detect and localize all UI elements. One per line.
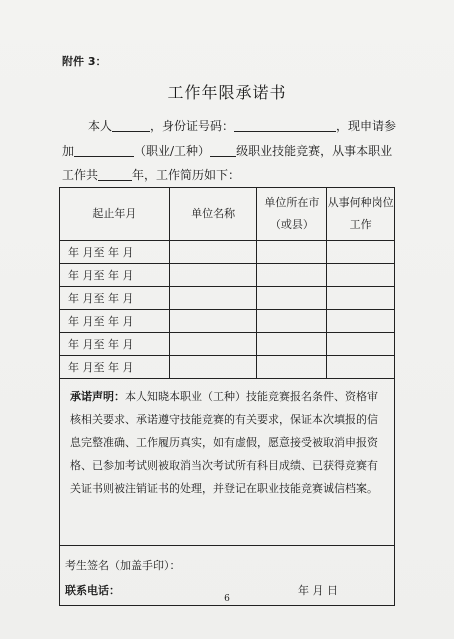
declaration-cell bbox=[60, 379, 395, 546]
table-row bbox=[60, 241, 395, 264]
table-row bbox=[60, 264, 395, 287]
table-row bbox=[60, 333, 395, 356]
table-row bbox=[60, 310, 395, 333]
unit-city-cell[interactable] bbox=[257, 356, 327, 379]
date-cell: 年 月至 年 月 bbox=[60, 333, 170, 356]
attachment-label: 附件 3： bbox=[62, 55, 107, 68]
document-title: 工作年限承诺书 bbox=[167, 83, 287, 102]
date-line: 年 月 日 bbox=[298, 584, 338, 597]
date-cell: 年 月至 年 月 bbox=[60, 264, 170, 287]
unit-name-cell[interactable] bbox=[169, 310, 257, 333]
date-cell: 年 月至 年 月 bbox=[60, 241, 170, 264]
date-cell: 年 月至 年 月 bbox=[60, 287, 170, 310]
unit-city-cell[interactable] bbox=[257, 310, 327, 333]
header-position: 从事何种岗位工作 bbox=[327, 188, 395, 241]
position-cell[interactable] bbox=[327, 287, 395, 310]
paragraph-line-2: 加 （职业/工种） 级职业技能竞赛，从事本职业 bbox=[62, 144, 393, 158]
id-number-blank[interactable] bbox=[234, 117, 336, 132]
level-blank[interactable] bbox=[210, 142, 236, 157]
years-blank[interactable] bbox=[98, 166, 132, 181]
unit-name-cell[interactable] bbox=[169, 333, 257, 356]
unit-city-cell[interactable] bbox=[257, 333, 327, 356]
unit-name-cell[interactable] bbox=[169, 264, 257, 287]
unit-name-cell[interactable] bbox=[169, 356, 257, 379]
unit-city-cell[interactable] bbox=[257, 264, 327, 287]
declaration-row bbox=[60, 379, 395, 546]
position-cell[interactable] bbox=[327, 264, 395, 287]
phone-label: 联系电话： bbox=[65, 584, 120, 597]
unit-name-cell[interactable] bbox=[169, 241, 257, 264]
signature-label: 考生签名（加盖手印）： bbox=[65, 559, 181, 572]
date-cell: 年 月至 年 月 bbox=[60, 310, 170, 333]
header-start-end-date: 起止年月 bbox=[60, 188, 170, 241]
paragraph-line-1: 本人 ，身份证号码： ，现申请参 bbox=[88, 119, 397, 133]
name-blank[interactable] bbox=[112, 117, 150, 132]
paragraph-line-3: 工作共 年，工作简历如下： bbox=[62, 168, 241, 182]
work-history-table bbox=[59, 187, 395, 606]
header-unit-city: 单位所在市（或县） bbox=[257, 188, 327, 241]
table-row bbox=[60, 356, 395, 379]
position-cell[interactable] bbox=[327, 241, 395, 264]
declaration-text: 本人知晓本职业（工种）技能竞赛报名条件、资格审核相关要求、承诺遵守技能竞赛的有关要求，保证本次填报的信息完整准确、工作履历真实，如有虚假，愿意接受被取消申报资格、已参加考试则被取消当次考试所有科目成绩、已获得竞赛有关证书则被注销证书的处理，并登记在职业技能竞赛诚信档案。 bbox=[70, 390, 378, 495]
declaration-label: 承诺声明： bbox=[70, 390, 125, 403]
position-cell[interactable] bbox=[327, 310, 395, 333]
table-row bbox=[60, 287, 395, 310]
position-cell[interactable] bbox=[327, 333, 395, 356]
header-unit-name: 单位名称 bbox=[169, 188, 257, 241]
unit-city-cell[interactable] bbox=[257, 241, 327, 264]
table-header-row bbox=[60, 188, 395, 241]
unit-city-cell[interactable] bbox=[257, 287, 327, 310]
position-cell[interactable] bbox=[327, 356, 395, 379]
date-cell: 年 月至 年 月 bbox=[60, 356, 170, 379]
occupation-blank[interactable] bbox=[74, 142, 134, 157]
unit-name-cell[interactable] bbox=[169, 287, 257, 310]
page-number: 6 bbox=[224, 594, 230, 604]
